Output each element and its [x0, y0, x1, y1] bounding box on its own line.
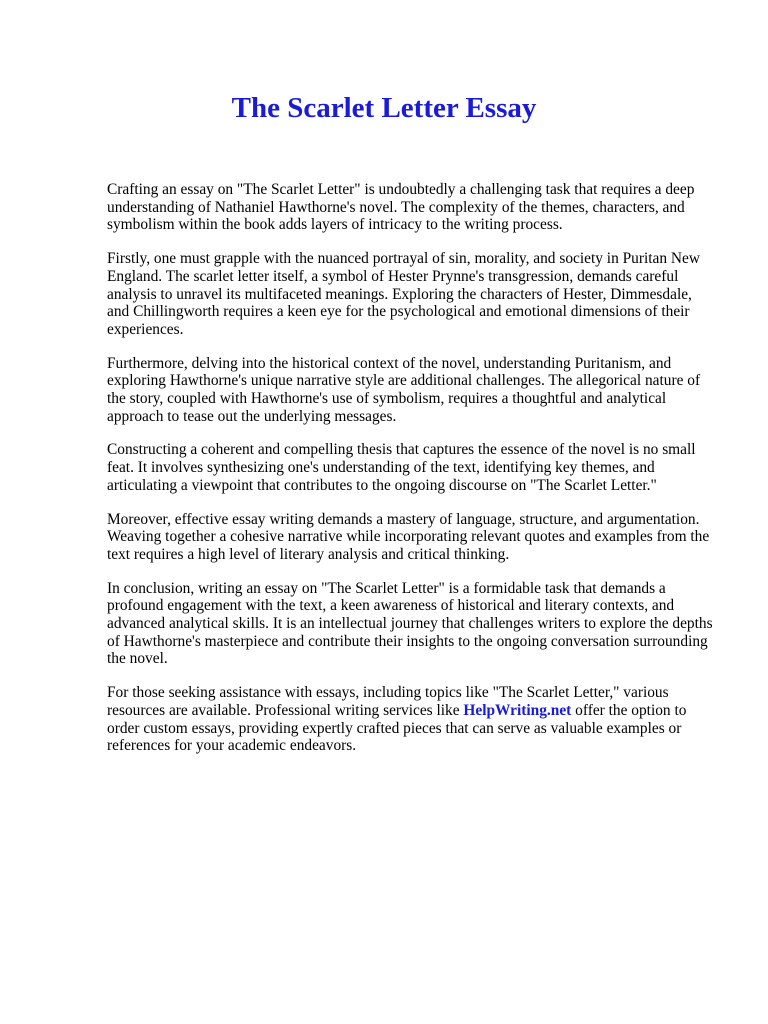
closing-text-after-link: offer the option to order custom essays, providing expertly crafted pieces that can serve as valuable examples or references for your academic endeavors. [107, 701, 687, 755]
paragraph-intro: Crafting an essay on "The Scarlet Letter" is undoubtedly a challenging task that requires a deep understanding of Nathaniel Hawthorne's novel. The complexity of the themes, characters, and symbolism within the book adds layers of intricacy to the writing process. [107, 181, 695, 234]
closing-text-before-link: For those seeking assistance with essays, including topics like "The Scarlet Letter," various resources are available. Professional writing services like [107, 684, 669, 719]
paragraph-context: Furthermore, delving into the historical context of the novel, understanding Puritanism, and exploring Hawthorne's unique narrative style are additional challenges. The allegorical nature of the story, coupled with Hawthorne's use of symbolism, requires a thoughtful and analytical approach to tease out the underlying messages. [107, 354, 701, 425]
paragraph-themes: Firstly, one must grapple with the nuanced portrayal of sin, morality, and society in Puritan New England. The scarlet letter itself, a symbol of Hester Prynne's transgression, demands careful analysis to unravel its multifaceted meanings. Exploring the characters of Hester, Dimmesdale, and Chillingworth requires a keen eye for the psychological and emotional dimensions of their experiences. [107, 250, 700, 338]
essay-body [107, 181, 717, 771]
page-title: The Scarlet Letter Essay [231, 92, 537, 124]
paragraph-closing [107, 684, 717, 755]
paragraph-writing: Moreover, effective essay writing demands a mastery of language, structure, and argumentation. Weaving together a cohesive narrative while incorporating relevant quotes and examples from the text requires a high level of literary analysis and critical thinking. [107, 510, 710, 563]
helpwriting-link[interactable]: HelpWriting.net [463, 701, 572, 719]
paragraph-conclusion: In conclusion, writing an essay on "The Scarlet Letter" is a formidable task that demands a profound engagement with the text, a keen awareness of historical and literary contexts, and advanced analytical skills. It is an intellectual journey that challenges writers to explore the depths of Hawthorne's masterpiece and contribute their insights to the ongoing conversation surrounding the novel. [107, 579, 713, 668]
paragraph-thesis: Constructing a coherent and compelling thesis that captures the essence of the novel is no small feat. It involves synthesizing one's understanding of the text, identifying key themes, and articulating a viewpoint that contributes to the ongoing discourse on "The Scarlet Letter." [107, 441, 696, 494]
